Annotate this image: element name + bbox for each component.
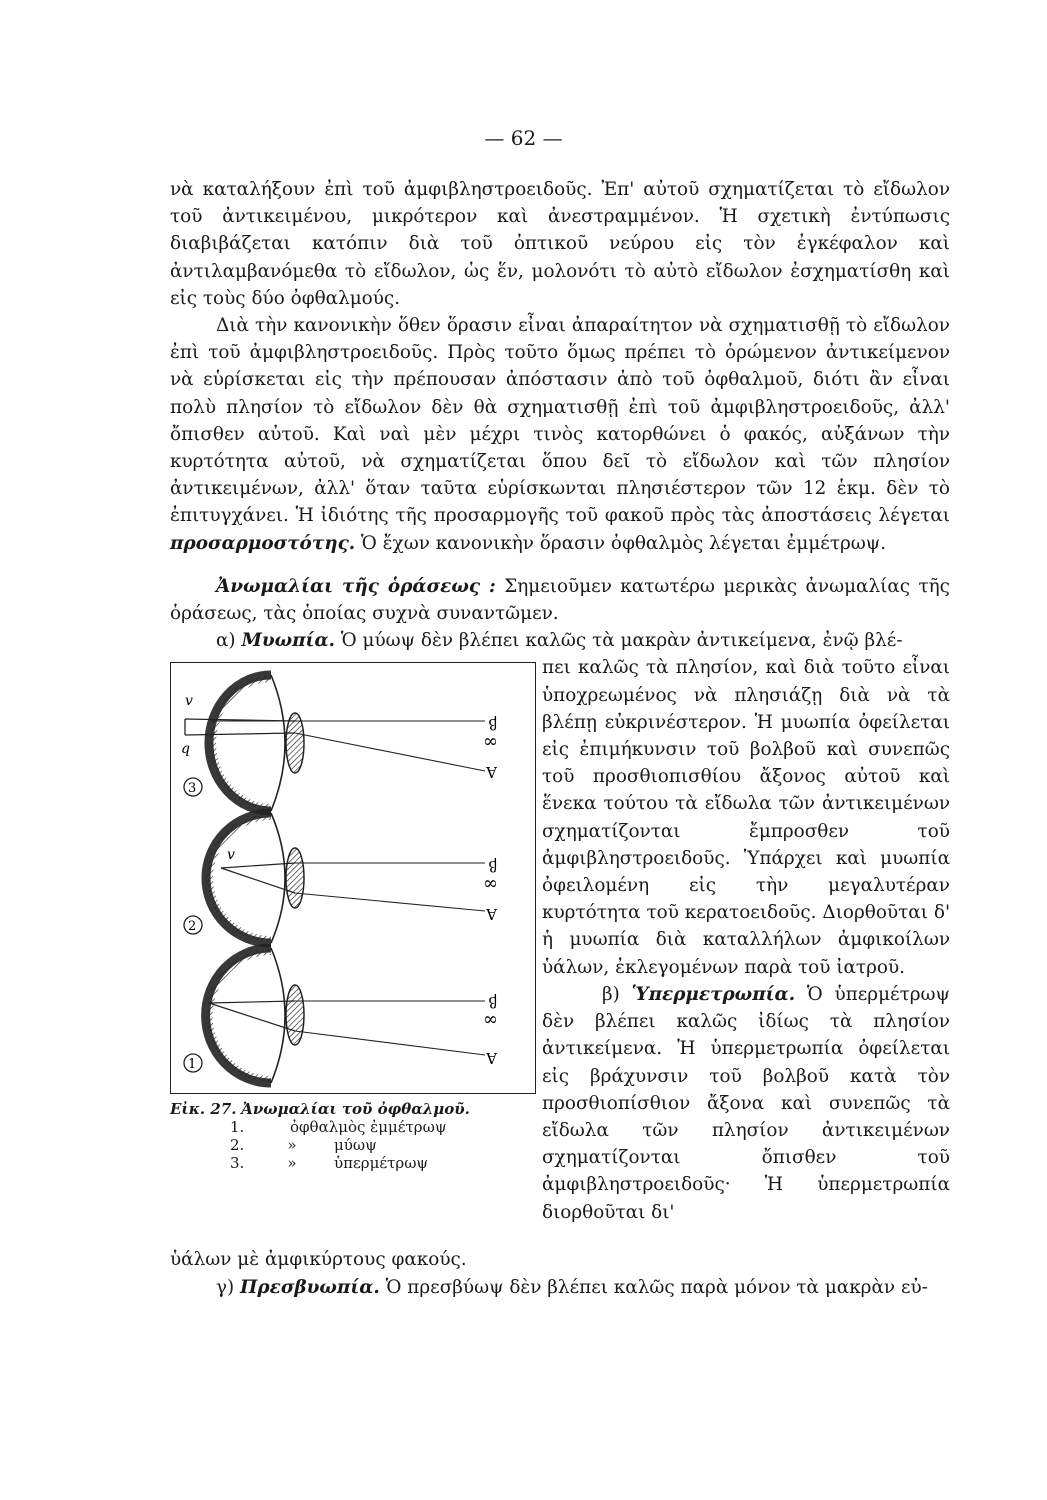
paragraph-2 <box>170 312 950 557</box>
myopia-side-text: πει καλῶς τὰ πλησίον, καὶ διὰ τοῦτο εἶναι ὑποχρεωμένος νὰ πλησιάζῃ διὰ νὰ τὰ βλέπῃ εὐκρινέστερον. Ἡ μυωπία ὀφείλεται εἰς ἐπιμήκυνσιν τοῦ βολβοῦ καὶ συνεπῶς τοῦ προσθιοπισθίου ἄξονος αὐτοῦ καὶ ἕνεκα τούτου τὰ εἴδωλα τῶν ἀντικειμένων σχηματίζονται ἔμπροσθεν τοῦ ἀμφιβληστροειδοῦς. Ὑπάρχει καὶ μυωπία ὀφειλομένη εἰς τὴν μεγαλυτέραν κυρτότητα τοῦ κερατοειδοῦς. Διορθοῦται δ' ἡ μυωπία διὰ καταλλήλων ἀμφικοίλων ὑάλων, ἐκλεγομένων παρὰ τοῦ ἰατροῦ. <box>542 657 950 978</box>
anomalies-paragraph <box>170 573 950 627</box>
hypermetropia-term: Ὑπερμετρωπία. <box>631 983 796 1005</box>
figure-and-sidetext <box>170 654 950 1246</box>
myopia-label: α) <box>216 630 236 652</box>
eye-3-cornea <box>271 675 285 811</box>
label-q-3: q <box>181 741 190 758</box>
label-a-3: A <box>486 763 497 782</box>
eye-anomalies-svg <box>171 663 537 1095</box>
label-b-3: β <box>488 715 497 734</box>
label-b-1: β <box>488 993 497 1012</box>
term-prosarmostotis: προσαρμοστότης. <box>170 532 356 554</box>
label-a-1: A <box>486 1049 497 1068</box>
paragraph-2-text-a: Διὰ τὴν κανονικὴν ὅθεν ὅρασιν εἶναι ἀπαραίτητον νὰ σχηματισθῇ τὸ εἴδωλον ἐπὶ τοῦ ἀμφιβληστροειδοῦς. Πρὸς τοῦτο ὅμως πρέπει τὸ ὁρώμενον ἀντικείμενον νὰ εὑρίσκεται εἰς τὴν πρέπουσαν ἀπόστασιν ἀπὸ τοῦ ὀφθαλμοῦ, διότι ἂν εἶναι πολὺ πλησίον τὸ εἴδωλον δὲν θὰ σχηματισθῇ ἐπὶ τοῦ ἀμφιβληστροειδοῦς, ἀλλ' ὄπισθεν αὐτοῦ. Καὶ ναὶ μὲν μέχρι τινὸς κατορθώνει ὁ φακός, αὐξάνων τὴν κυρτότητα αὐτοῦ, νὰ σχηματίζεται ὅπου δεῖ τὸ εἴδωλον καὶ τῶν πλησίον ἀντικειμένων, ἀλλ' ὅταν ταῦτα εὑρίσκωνται πλησιέστερον τῶν 12 ἑκμ. δὲν τὸ ἐπιτυγχάνει. Ἡ ἰδιότης τῆς προσαρμογῆς τοῦ φακοῦ πρὸς τὰς ἀποστάσεις λέγεται <box>170 315 950 527</box>
presbyopia-term: Πρεσβυωπία. <box>240 1276 380 1298</box>
label-num-3: 3 <box>188 781 197 797</box>
paragraph-1: νὰ καταλήξουν ἐπὶ τοῦ ἀμφιβληστροειδοῦς. Ἐπ' αὐτοῦ σχηματίζεται τὸ εἴδωλον τοῦ ἀντικειμένου, μικρότερον καὶ ἀνεστραμμένον. Ἡ σχετικὴ ἐντύπωσις διαβιβάζεται κατόπιν διὰ τοῦ ὀπτικοῦ νεύρου εἰς τὸν ἐγκέφαλον καὶ ἀντιλαμβανόμεθα τὸ εἴδωλον, ὡς ἕν, μολονότι τὸ αὐτὸ εἴδωλον ἐσχηματίσθη καὶ εἰς τοὺς δύο ὀφθαλμούς. <box>170 179 950 309</box>
label-v-3: v <box>185 693 193 710</box>
figure-27 <box>170 662 536 1172</box>
presbyopia-text: Ὁ πρεσβύωψ δὲν βλέπει καλῶς παρὰ μόνον τὰ μακρὰν εὐ- <box>379 1276 928 1298</box>
hyper-label: β) <box>602 983 620 1005</box>
label-v-2: v <box>227 847 235 864</box>
figure-caption <box>170 1100 536 1172</box>
label-inf-3: ∞ <box>483 731 498 753</box>
label-b-2: β <box>488 857 497 876</box>
eye-3-hypermetrope <box>181 675 498 811</box>
eye-1-emmetrope <box>184 948 498 1083</box>
side-text <box>542 654 950 1225</box>
eye-diagram <box>170 662 536 1094</box>
eye-3-sclera <box>209 675 271 811</box>
anomalies-heading: Ἀνωμαλίαι τῆς ὁράσεως : <box>216 575 496 597</box>
body-text <box>170 176 950 1301</box>
label-num-2: 2 <box>188 919 197 935</box>
paragraph-2-text-b: Ὁ ἔχων κανονικὴν ὅρασιν ὀφθαλμὸς λέγεται ἐμμέτρωψ. <box>355 532 887 554</box>
label-a-2: A <box>486 905 497 924</box>
eye-3-lens <box>286 713 304 773</box>
myopia-first-text: Ὁ μύωψ δὲν βλέπει καλῶς τὰ μακρὰν ἀντικείμενα, ἐνῷ βλέ- <box>335 630 903 652</box>
myopia-first-line <box>170 627 950 654</box>
caption-item-3: 3. » ὑπερμέτρωψ <box>230 1154 429 1173</box>
hypermetropia-paragraph <box>542 981 950 1226</box>
hypermetropia-text: Ὁ ὑπερμέτρωψ δὲν βλέπει καλῶς ἰδίως τὰ πλησίον ἀντικείμενα. Ἡ ὑπερμετρωπία ὀφείλεται εἰς βράχυνσιν τοῦ βολβοῦ κατὰ τὸν προσθιοπίσθιον ἄξονα καὶ συνεπῶς τὰ εἴδωλα τῶν πλησίον ἀντικειμένων σχηματίζονται ὄπισθεν τοῦ ἀμφιβληστροειδοῦς· Ἡ ὑπερμετρωπία διορθοῦται δι' <box>542 983 950 1223</box>
eye-2-myope <box>184 813 498 943</box>
myopia-term: Μυωπία. <box>241 630 336 652</box>
caption-item-1: 1. ὀφθαλμὸς ἐμμέτρωψ <box>230 1118 447 1137</box>
page-number: — 62 — <box>484 126 563 150</box>
caption-title: Ἀνωμαλίαι τοῦ ὀφθαλμοῦ. <box>241 1100 470 1119</box>
presby-label: γ) <box>216 1276 235 1298</box>
label-inf-2: ∞ <box>483 873 498 895</box>
presbyopia-paragraph <box>170 1274 950 1301</box>
caption-prefix: Εἰκ. 27. <box>170 1100 237 1119</box>
anomalies-text: Σημειοῦμεν κατωτέρω μερικὰς ἀνωμαλίας τῆς ὁράσεως, τὰς ὁποίας συχνὰ συναντῶμεν. <box>170 575 950 625</box>
label-inf-1: ∞ <box>483 1009 498 1031</box>
hyper-continuation: ὑάλων μὲ ἀμφικύρτους φακούς. <box>170 1249 467 1271</box>
label-num-1: 1 <box>188 1057 197 1073</box>
caption-item-2: 2. » μύωψ <box>230 1136 377 1155</box>
